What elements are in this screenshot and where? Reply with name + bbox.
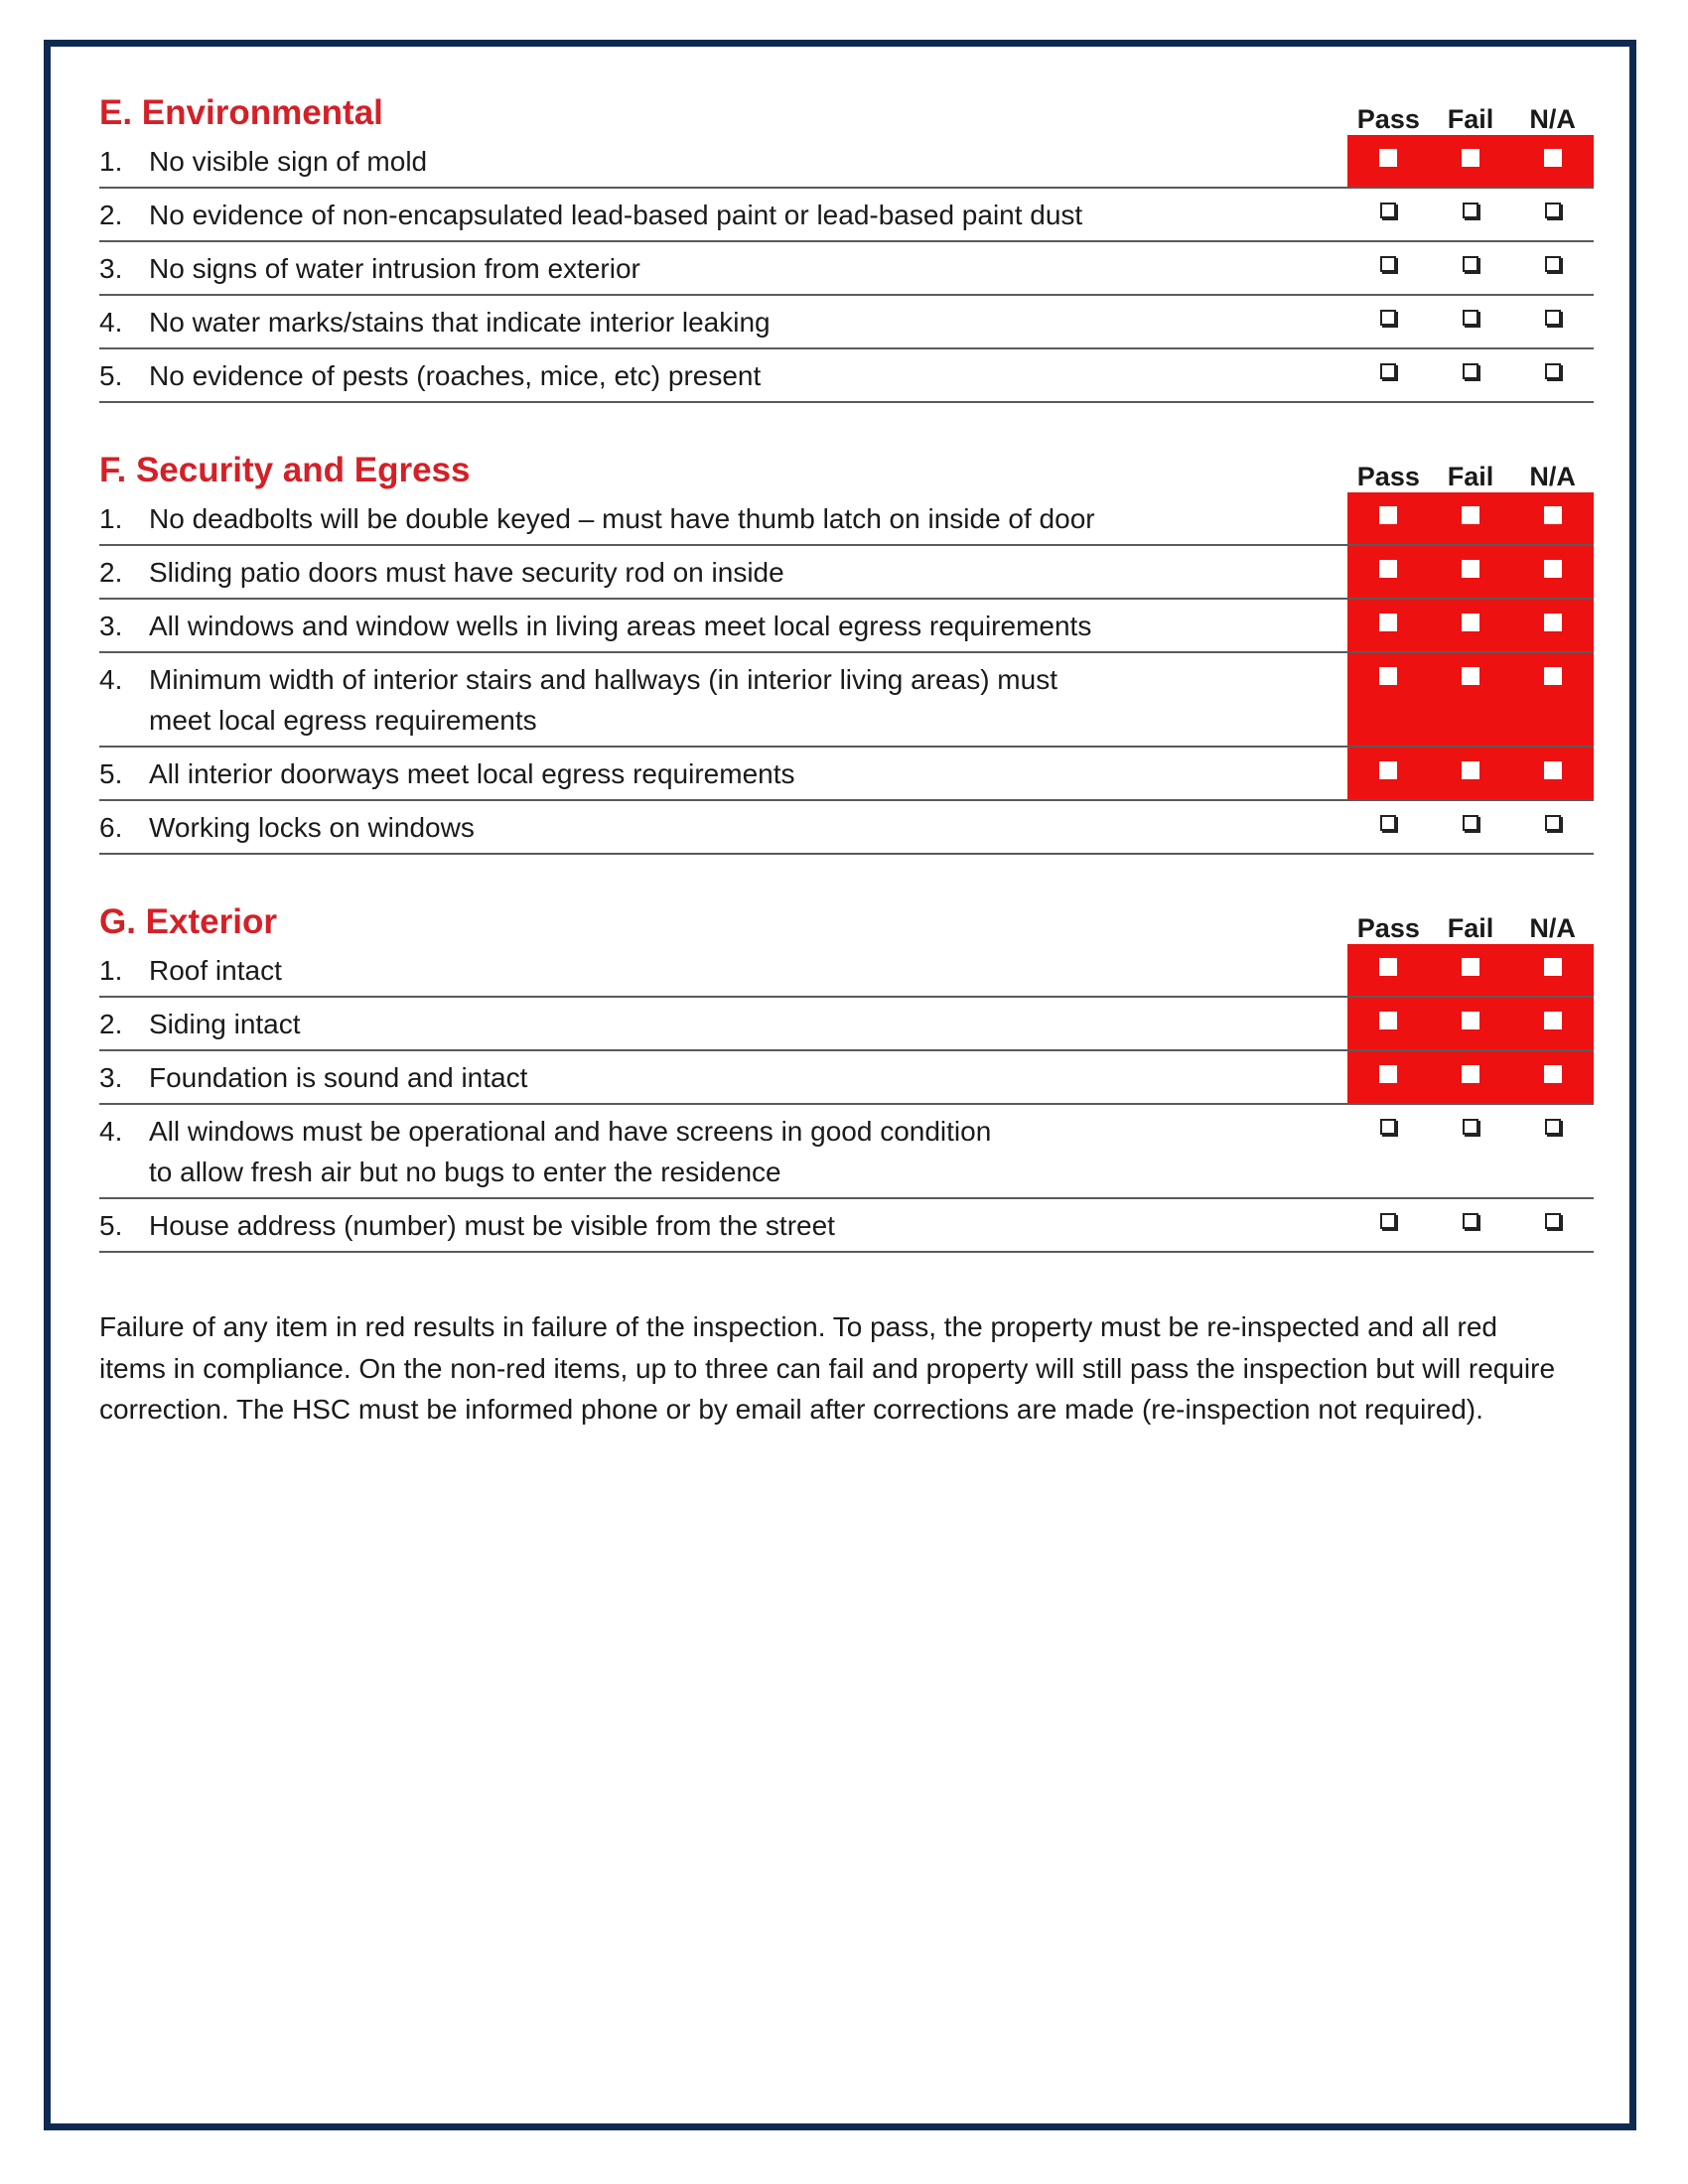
item-text: Sliding patio doors must have security rod on inside	[149, 557, 784, 588]
na-checkbox[interactable]	[1545, 1213, 1561, 1229]
column-headers	[1347, 913, 1594, 944]
na-checkbox-cell	[1513, 1119, 1593, 1197]
fail-checkbox-cell	[1431, 761, 1510, 799]
row-text	[99, 135, 1347, 187]
pass-checkbox[interactable]	[1379, 506, 1397, 524]
checkbox-group	[1347, 135, 1594, 187]
column-header: N/A	[1529, 913, 1576, 943]
column-header: N/A	[1529, 462, 1576, 491]
item-text: All windows must be operational and have screens in good condition to allow fresh air but no bugs to enter the residence	[149, 1116, 992, 1187]
checkbox-group	[1347, 492, 1594, 544]
fail-checkbox-cell	[1431, 149, 1510, 187]
row-text	[99, 296, 1347, 347]
column-header: N/A	[1529, 104, 1576, 134]
checklist-row	[99, 600, 1594, 653]
fail-checkbox[interactable]	[1463, 815, 1478, 831]
row-text	[99, 600, 1347, 651]
item-text: No deadbolts will be double keyed – must have thumb latch on inside of door	[149, 503, 1095, 534]
pass-checkbox[interactable]	[1380, 1213, 1396, 1229]
item-number: 3.	[99, 253, 123, 284]
pass-checkbox[interactable]	[1379, 1065, 1397, 1083]
item-number: 3.	[99, 611, 123, 641]
checkbox-group	[1347, 349, 1594, 401]
column-header: Fail	[1447, 462, 1494, 491]
item-text: Minimum width of interior stairs and hallways (in interior living areas) must meet local egress requirements	[149, 664, 1057, 736]
fail-checkbox-cell	[1431, 560, 1510, 598]
pass-checkbox-cell	[1348, 1213, 1428, 1251]
fail-checkbox[interactable]	[1462, 958, 1479, 976]
checklist-row	[99, 135, 1594, 189]
item-number: 2.	[99, 557, 123, 588]
fail-checkbox[interactable]	[1463, 1213, 1478, 1229]
column-header: Fail	[1447, 104, 1494, 134]
pass-checkbox[interactable]	[1380, 203, 1396, 218]
checkbox-group	[1347, 653, 1594, 746]
section-header	[99, 896, 1594, 944]
inspection-note: Failure of any item in red results in failure of the inspection. To pass, the property must be re-inspected and all red items in compliance. On the non-red items, up to three can fail and property will still pass the inspection but will require correction. The HSC must be informed phone or by email after corrections are made (re-inspection not required).	[99, 1311, 1556, 1425]
item-number: 3.	[99, 1062, 123, 1093]
checkbox-group	[1347, 1105, 1594, 1197]
pass-checkbox-cell	[1348, 203, 1428, 240]
checklist-row	[99, 1051, 1594, 1105]
checkbox-group	[1347, 189, 1594, 240]
pass-checkbox-cell	[1348, 1065, 1428, 1103]
checkbox-group	[1347, 296, 1594, 347]
item-text: Working locks on windows	[149, 812, 475, 843]
item-text: No visible sign of mold	[149, 146, 428, 177]
pass-checkbox-cell	[1348, 667, 1428, 746]
row-text	[99, 998, 1347, 1049]
column-header: Pass	[1356, 462, 1420, 491]
checklist-row	[99, 296, 1594, 349]
item-number: 2.	[99, 200, 123, 230]
pass-checkbox[interactable]	[1379, 667, 1397, 685]
row-text	[99, 349, 1347, 401]
pass-checkbox-cell	[1348, 310, 1428, 347]
fail-checkbox[interactable]	[1463, 310, 1478, 326]
item-number: 5.	[99, 1210, 123, 1241]
row-text	[99, 1051, 1347, 1103]
fail-checkbox[interactable]	[1462, 149, 1479, 167]
checklist-row	[99, 349, 1594, 403]
fail-checkbox-cell	[1431, 203, 1510, 240]
pass-checkbox[interactable]	[1380, 815, 1396, 831]
row-text	[99, 944, 1347, 996]
item-number: 4.	[99, 664, 123, 695]
checkbox-group	[1347, 242, 1594, 294]
item-text: Roof intact	[149, 955, 282, 986]
row-text	[99, 1199, 1347, 1251]
na-checkbox-cell	[1513, 614, 1593, 651]
pass-checkbox[interactable]	[1379, 1012, 1397, 1029]
fail-checkbox[interactable]	[1462, 614, 1479, 631]
row-text	[99, 801, 1347, 853]
checklist-row	[99, 1105, 1594, 1199]
na-checkbox[interactable]	[1544, 958, 1562, 976]
item-text: All interior doorways meet local egress requirements	[149, 758, 795, 789]
na-checkbox-cell	[1513, 815, 1593, 853]
pass-checkbox[interactable]	[1379, 560, 1397, 578]
fail-checkbox-cell	[1431, 1012, 1510, 1049]
na-checkbox-cell	[1513, 761, 1593, 799]
pass-checkbox-cell	[1348, 256, 1428, 294]
checkbox-group	[1347, 801, 1594, 853]
pass-checkbox-cell	[1348, 363, 1428, 401]
item-number: 4.	[99, 1116, 123, 1147]
checklist-row	[99, 492, 1594, 546]
pass-checkbox[interactable]	[1379, 761, 1397, 779]
pass-checkbox[interactable]	[1380, 1119, 1396, 1135]
fail-checkbox-cell	[1431, 363, 1510, 401]
na-checkbox[interactable]	[1545, 363, 1561, 379]
na-checkbox[interactable]	[1544, 1065, 1562, 1083]
na-checkbox-cell	[1513, 958, 1593, 996]
na-checkbox[interactable]	[1545, 815, 1561, 831]
na-checkbox-cell	[1513, 149, 1593, 187]
item-number: 1.	[99, 146, 123, 177]
na-checkbox-cell	[1513, 667, 1593, 746]
fail-checkbox-cell	[1431, 1119, 1510, 1197]
section-title: F. Security and Egress	[99, 451, 471, 489]
section-header	[99, 87, 1594, 135]
fail-checkbox[interactable]	[1463, 363, 1478, 379]
na-checkbox-cell	[1513, 203, 1593, 240]
checklist-row	[99, 546, 1594, 600]
item-number: 4.	[99, 307, 123, 338]
na-checkbox[interactable]	[1544, 560, 1562, 578]
checkbox-group	[1347, 546, 1594, 598]
section	[99, 896, 1594, 1253]
item-number: 5.	[99, 758, 123, 789]
fail-checkbox-cell	[1431, 1213, 1510, 1251]
checklist-row	[99, 1199, 1594, 1253]
na-checkbox[interactable]	[1544, 761, 1562, 779]
na-checkbox[interactable]	[1545, 256, 1561, 272]
pass-checkbox-cell	[1348, 614, 1428, 651]
fail-checkbox[interactable]	[1462, 1012, 1479, 1029]
checklist-row	[99, 801, 1594, 855]
pass-checkbox[interactable]	[1380, 256, 1396, 272]
na-checkbox[interactable]	[1544, 1012, 1562, 1029]
item-number: 6.	[99, 812, 123, 843]
na-checkbox-cell	[1513, 363, 1593, 401]
pass-checkbox-cell	[1348, 560, 1428, 598]
checkbox-group	[1347, 1051, 1594, 1103]
checklist-row	[99, 653, 1594, 748]
pass-checkbox-cell	[1348, 815, 1428, 853]
item-text: All windows and window wells in living areas meet local egress requirements	[149, 611, 1092, 641]
fail-checkbox[interactable]	[1462, 506, 1479, 524]
checkbox-group	[1347, 1199, 1594, 1251]
na-checkbox[interactable]	[1545, 310, 1561, 326]
section-title: E. Environmental	[99, 93, 383, 132]
na-checkbox[interactable]	[1544, 667, 1562, 685]
item-number: 5.	[99, 360, 123, 391]
pass-checkbox[interactable]	[1380, 310, 1396, 326]
pass-checkbox-cell	[1348, 1012, 1428, 1049]
na-checkbox-cell	[1513, 1213, 1593, 1251]
pass-checkbox[interactable]	[1379, 958, 1397, 976]
na-checkbox[interactable]	[1544, 506, 1562, 524]
fail-checkbox-cell	[1431, 958, 1510, 996]
row-text	[99, 653, 1347, 746]
fail-checkbox[interactable]	[1462, 667, 1479, 685]
item-text: No water marks/stains that indicate interior leaking	[149, 307, 771, 338]
na-checkbox[interactable]	[1544, 149, 1562, 167]
checklist-sections	[99, 87, 1594, 1253]
item-number: 2.	[99, 1009, 123, 1039]
item-number: 1.	[99, 955, 123, 986]
fail-checkbox[interactable]	[1463, 1119, 1478, 1135]
column-headers	[1347, 462, 1594, 492]
item-text: No evidence of non-encapsulated lead-based paint or lead-based paint dust	[149, 200, 1083, 230]
section-title: G. Exterior	[99, 902, 277, 941]
fail-checkbox-cell	[1431, 256, 1510, 294]
pass-checkbox-cell	[1348, 1119, 1428, 1197]
pass-checkbox[interactable]	[1380, 363, 1396, 379]
pass-checkbox-cell	[1348, 149, 1428, 187]
row-text	[99, 1105, 1347, 1197]
checklist-row	[99, 748, 1594, 801]
na-checkbox[interactable]	[1545, 203, 1561, 218]
column-header: Pass	[1356, 104, 1420, 134]
na-checkbox-cell	[1513, 1012, 1593, 1049]
item-text: No evidence of pests (roaches, mice, etc) present	[149, 360, 762, 391]
section-header	[99, 445, 1594, 492]
section	[99, 445, 1594, 855]
fail-checkbox[interactable]	[1462, 1065, 1479, 1083]
checklist-row	[99, 944, 1594, 998]
checkbox-group	[1347, 748, 1594, 799]
fail-checkbox[interactable]	[1462, 560, 1479, 578]
pass-checkbox[interactable]	[1379, 614, 1397, 631]
fail-checkbox-cell	[1431, 1065, 1510, 1103]
row-text	[99, 492, 1347, 544]
fail-checkbox[interactable]	[1462, 761, 1479, 779]
na-checkbox-cell	[1513, 310, 1593, 347]
inspection-checklist	[99, 87, 1594, 1458]
na-checkbox-cell	[1513, 560, 1593, 598]
fail-checkbox-cell	[1431, 506, 1510, 544]
row-text	[99, 189, 1347, 240]
pass-checkbox-cell	[1348, 506, 1428, 544]
checklist-row	[99, 242, 1594, 296]
na-checkbox-cell	[1513, 506, 1593, 544]
fail-checkbox-cell	[1431, 614, 1510, 651]
fail-checkbox-cell	[1431, 667, 1510, 746]
column-header: Fail	[1447, 913, 1494, 943]
column-header: Pass	[1356, 913, 1420, 943]
fail-checkbox-cell	[1431, 815, 1510, 853]
item-text: Foundation is sound and intact	[149, 1062, 528, 1093]
item-number: 1.	[99, 503, 123, 534]
pass-checkbox[interactable]	[1379, 149, 1397, 167]
na-checkbox-cell	[1513, 256, 1593, 294]
item-text: No signs of water intrusion from exterior	[149, 253, 640, 284]
na-checkbox-cell	[1513, 1065, 1593, 1103]
checklist-row	[99, 998, 1594, 1051]
na-checkbox[interactable]	[1544, 614, 1562, 631]
fail-checkbox[interactable]	[1463, 256, 1478, 272]
checkbox-group	[1347, 944, 1594, 996]
fail-checkbox[interactable]	[1463, 203, 1478, 218]
pass-checkbox-cell	[1348, 958, 1428, 996]
section	[99, 87, 1594, 403]
fail-checkbox-cell	[1431, 310, 1510, 347]
item-text: House address (number) must be visible from the street	[149, 1210, 835, 1241]
checklist-row	[99, 189, 1594, 242]
row-text	[99, 748, 1347, 799]
item-text: Siding intact	[149, 1009, 301, 1039]
row-text	[99, 546, 1347, 598]
pass-checkbox-cell	[1348, 761, 1428, 799]
column-headers	[1347, 104, 1594, 135]
row-text	[99, 242, 1347, 294]
checkbox-group	[1347, 600, 1594, 651]
na-checkbox[interactable]	[1545, 1119, 1561, 1135]
checkbox-group	[1347, 998, 1594, 1049]
